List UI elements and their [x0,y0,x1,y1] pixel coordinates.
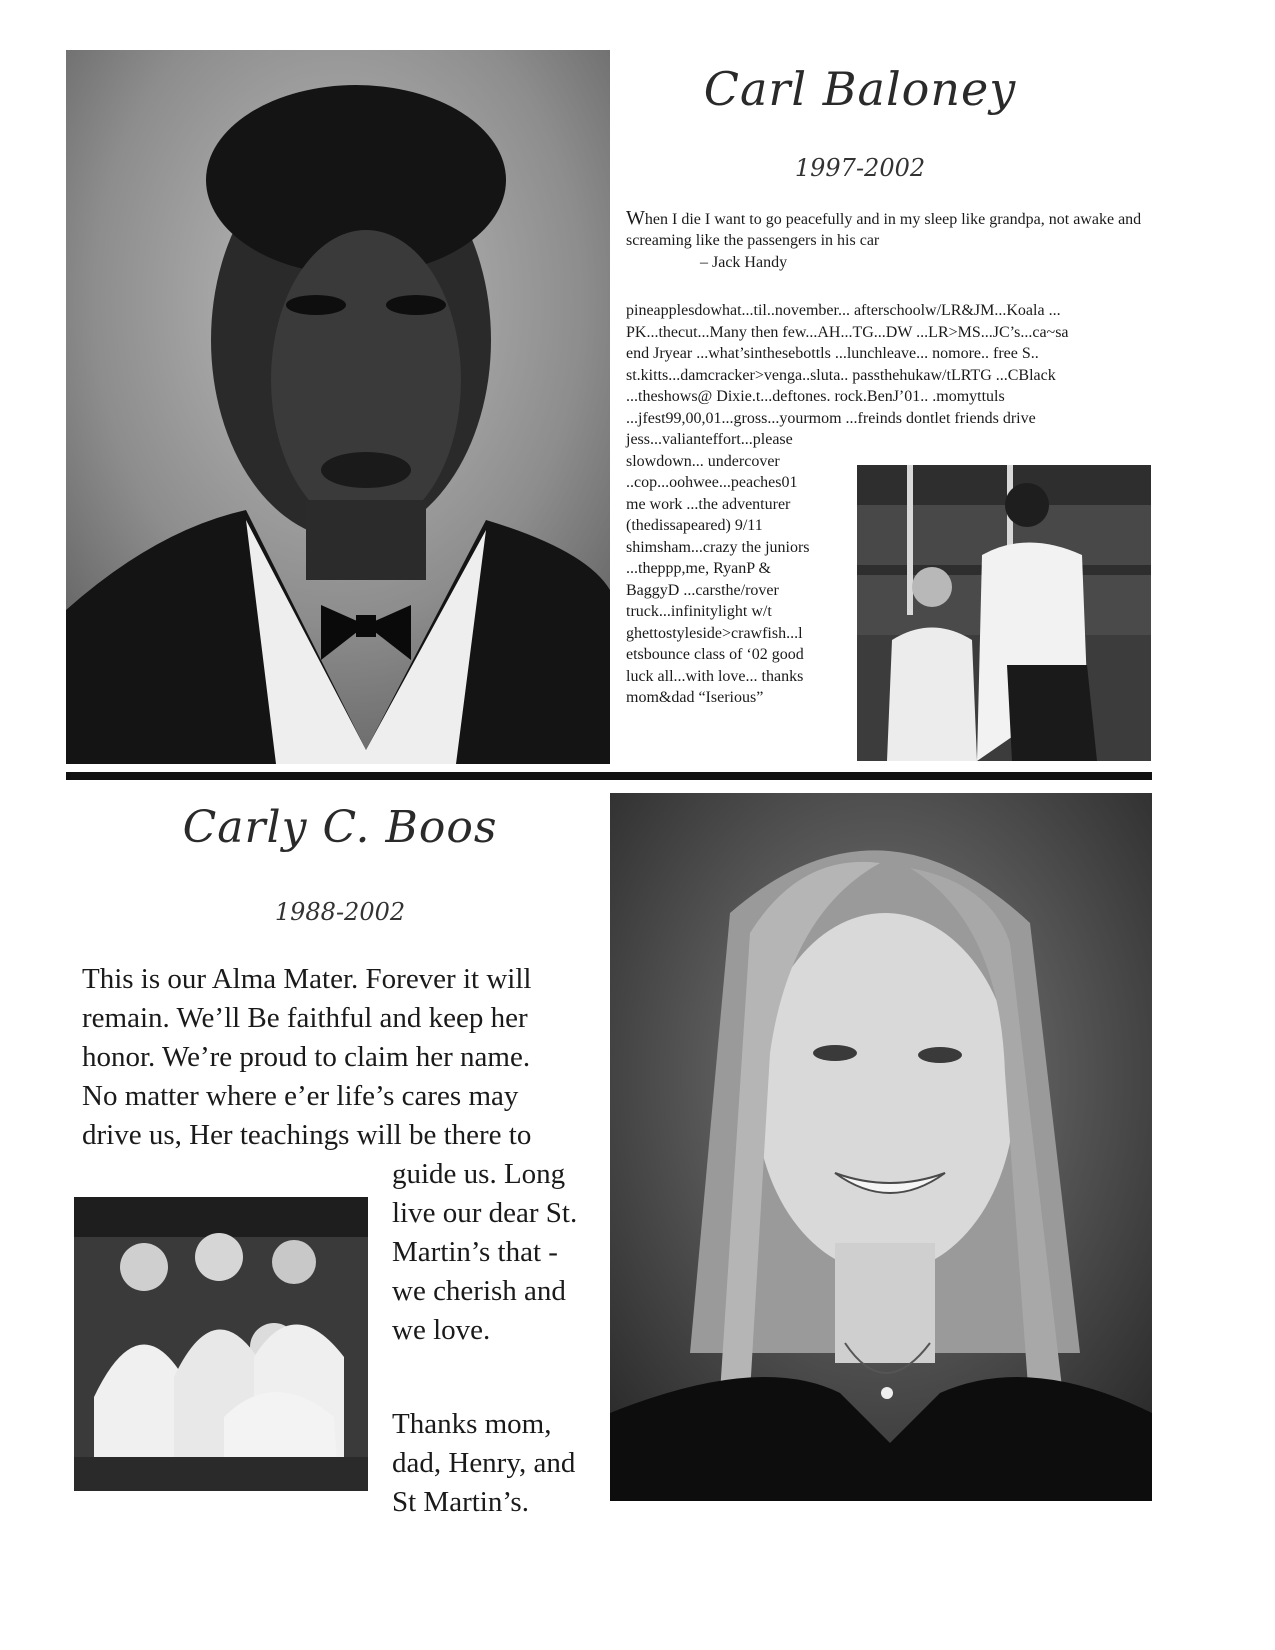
carly-message-line: Martin’s that - [392,1236,558,1268]
carly-thanks-line: Thanks mom, [392,1408,552,1440]
carl-message-line: ...jfest99,00,01...gross...yourmom ...freinds dontlet friends drive [626,409,1036,427]
carly-thanks-line: St Martin’s. [392,1486,529,1518]
carly-message-line: live our dear St. [392,1197,578,1229]
carly-message-line: we love. [392,1314,491,1346]
carly-name-title: Carly C. Boos [182,802,498,853]
carly-thanks-line: dad, Henry, and [392,1447,576,1479]
carly-message-wide [82,960,600,1155]
section-divider [66,772,1152,780]
carly-candid-photo [74,1197,368,1491]
carl-name-title: Carl Baloney [703,62,1017,116]
carl-message-line: PK...thecut...Many then few...AH...TG...DW ...LR>MS...JC’s...ca~sa [626,323,1069,341]
carl-message-line: (thedissapeared) 9/11 [626,517,763,534]
carly-portrait-photo [610,793,1152,1501]
carly-message-line: drive us, Her teachings will be there to [82,1119,532,1151]
carl-quote-first-letter: W [626,207,645,229]
carl-message-line: jess...valianteffort...please [626,431,793,448]
carl-message-line: end Jryear ...what’sinthesebottls ...lunchleave... nomore.. free S.. [626,345,1039,362]
carl-years: 1997-2002 [794,154,926,182]
carly-message-line: No matter where e’er life’s cares may [82,1080,519,1112]
carl-message-line: ghettostyleside>crawfish...l [626,624,803,642]
carl-candid-photo [857,465,1151,761]
carl-message-line: me work ...the adventurer [626,495,791,513]
carl-message-line: truck...infinitylight w/t [626,603,772,620]
carl-message-line: ...theppp,me, RyanP & [626,560,771,577]
carl-message-line: mom&dad “Iserious” [626,689,764,706]
carly-years: 1988-2002 [274,898,406,926]
carl-message-line: pineapplesdowhat...til..november... afterschoolw/LR&JM...Koala ... [626,302,1061,319]
carl-quote-attribution: – Jack Handy [700,254,788,271]
carly-message-line: This is our Alma Mater. Forever it will [82,963,532,995]
carl-portrait-photo [66,50,610,764]
carl-message-line: ..cop...oohwee...peaches01 [626,474,798,491]
carly-thanks [392,1405,600,1522]
carl-quote-text: hen I die I want to go peacefully and in my sleep like grandpa, not awake and screaming like the passengers in his car [626,211,1142,249]
carly-message-line: we cherish and [392,1275,566,1307]
carly-message-line: guide us. Long [392,1158,566,1190]
carl-message-line: slowdown... undercover [626,452,780,470]
carly-message-line: honor. We’re proud to claim her name. [82,1041,531,1073]
carl-message-line: luck all...with love... thanks [626,667,804,685]
carl-quote [626,208,1146,251]
carl-message-line: shimsham...crazy the juniors [626,538,810,556]
carl-message-narrow [626,429,832,709]
carly-message-narrow [392,1155,600,1350]
carl-message-line: etsbounce class of ‘02 good [626,646,804,663]
carl-message-line: st.kitts...damcracker>venga..sluta.. passthehukaw/tLRTG ...CBlack [626,366,1056,384]
carl-message-line: BaggyD ...carsthe/rover [626,581,779,599]
carl-message-line: ...theshows@ Dixie.t...deftones. rock.BenJ’01.. .momyttuls [626,388,1005,405]
carly-message-line: remain. We’ll Be faithful and keep her [82,1002,528,1034]
carl-message-wide [626,300,1142,429]
